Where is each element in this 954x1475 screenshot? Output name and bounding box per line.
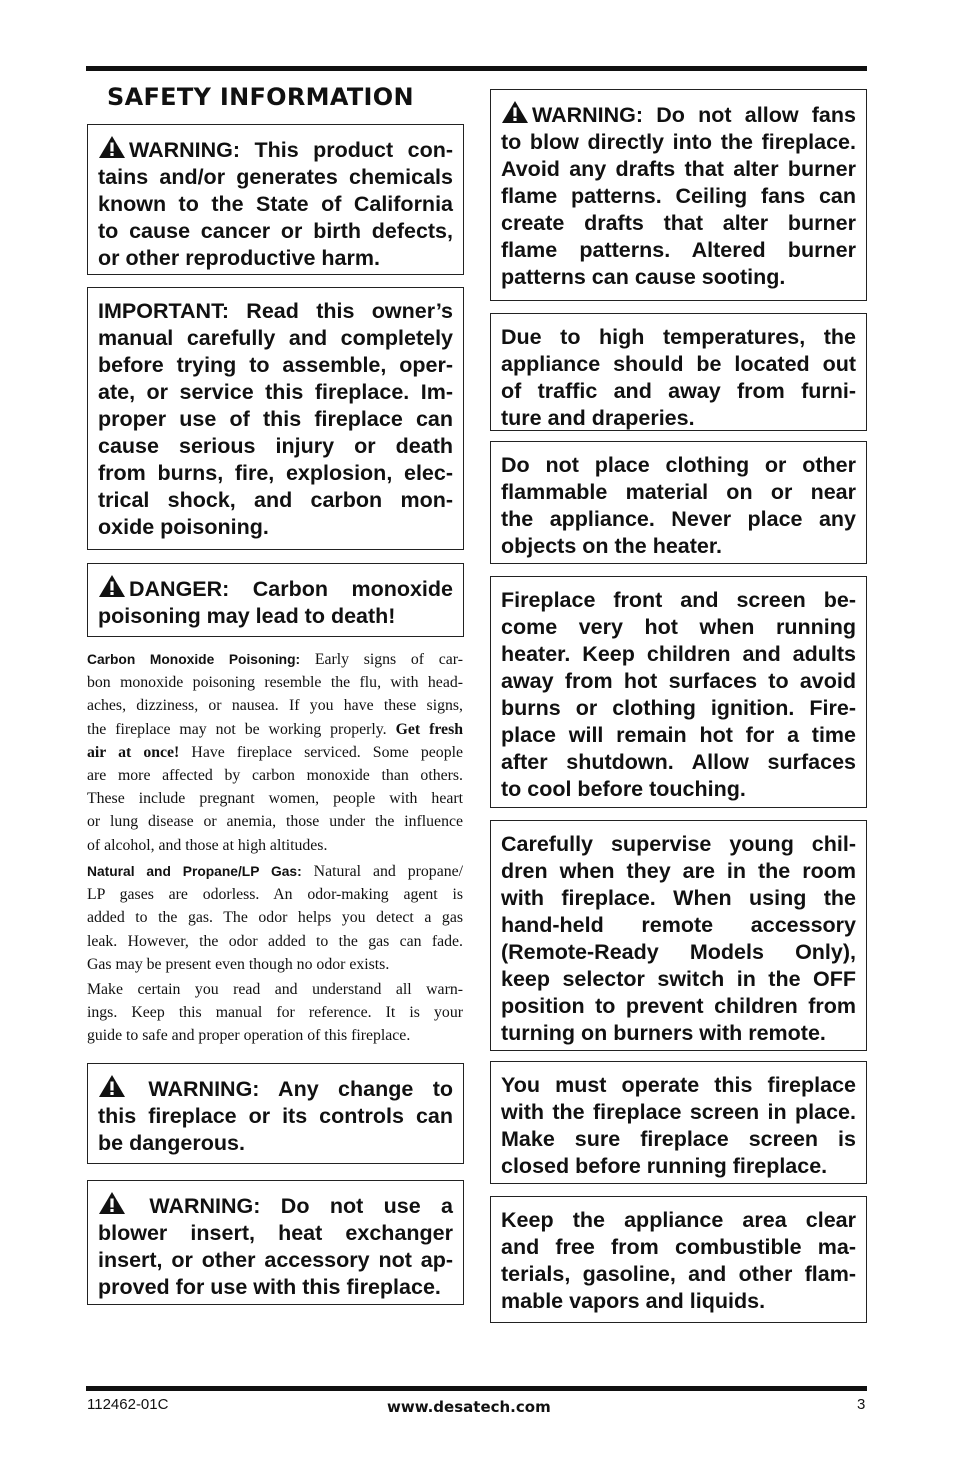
warning-triangle-icon	[98, 135, 126, 159]
important-text: before trying to assemble, oper-	[98, 353, 453, 377]
important-notice-box	[87, 287, 464, 550]
warning-text: flame patterns. Altered burner	[501, 238, 856, 262]
notice-text: (Remote-Ready Models Only),	[501, 940, 856, 964]
warning-triangle-icon	[98, 1074, 126, 1098]
paragraph-lead: Natural and Propane/LP Gas:	[87, 864, 302, 879]
paragraph-text: Make certain you read and understand all warn-	[87, 981, 463, 998]
notice-text: and free from combustible ma-	[501, 1235, 856, 1259]
paragraph-text: Have fireplace serviced. Some people	[191, 743, 463, 761]
paragraph-text: Gas may be present even though no odor exists.	[87, 955, 390, 973]
danger-text: poisoning may lead to death!	[98, 604, 396, 628]
notice-text: Fireplace front and screen be-	[501, 588, 856, 612]
paragraph-text: or lung disease or anemia, those under the influence	[87, 813, 463, 831]
page-number: 3	[857, 1396, 866, 1413]
notice-text: heater. Keep children and adults	[501, 642, 856, 666]
gas-paragraph	[87, 860, 463, 976]
notice-text: appliance should be located out	[501, 352, 856, 376]
notice-text: of traffic and away from furni-	[501, 379, 856, 403]
paragraph-text: ings. Keep this manual for reference. It is your	[87, 1004, 463, 1022]
paragraph-bold-text: air at once!	[87, 743, 180, 761]
website-link[interactable]: www.desatech.com	[387, 1398, 551, 1416]
warning-text: blower insert, heat exchanger	[98, 1221, 453, 1245]
important-text: proper use of this fireplace can	[98, 407, 453, 431]
co-danger-box	[87, 563, 464, 637]
danger-text: DANGER: Carbon monoxide	[129, 577, 453, 601]
important-text: oxide poisoning.	[98, 515, 269, 539]
fans-warning-box	[490, 89, 867, 301]
warning-text: tains and/or generates chemicals	[98, 165, 453, 189]
notice-text: Due to high temperatures, the	[501, 325, 856, 349]
warning-triangle-icon	[98, 574, 126, 598]
warning-text: WARNING: This product con-	[129, 138, 453, 162]
notice-text: Make sure fireplace screen is	[501, 1127, 856, 1151]
notice-text: with the fireplace screen in place.	[501, 1100, 856, 1124]
warning-text: flame patterns. Ceiling fans can	[501, 184, 856, 208]
paragraph-text: guide to safe and proper operation of this fireplace.	[87, 1027, 411, 1045]
paragraph-text: are more affected by carbon monoxide than others.	[87, 767, 463, 785]
notice-text: Do not place clothing or other	[501, 453, 856, 477]
paragraph-bold-text: Get fresh	[395, 720, 463, 738]
screen-in-place-box	[490, 1061, 867, 1184]
notice-text: objects on the heater.	[501, 534, 723, 558]
warning-triangle-icon	[98, 1191, 126, 1215]
notice-text: ture and draperies.	[501, 406, 695, 430]
warning-triangle-icon	[501, 100, 529, 124]
important-text: cause serious injury or death	[98, 434, 453, 458]
read-manual-paragraph	[87, 978, 463, 1048]
warning-text: to cause cancer or birth defects,	[98, 219, 453, 243]
warning-text: WARNING: Do not allow fans	[532, 103, 856, 127]
notice-text: You must operate this fireplace	[501, 1073, 856, 1097]
notice-text: turning on burners with remote.	[501, 1021, 826, 1045]
warning-text: create drafts that alter burner	[501, 211, 856, 235]
warning-text: proved for use with this fireplace.	[98, 1275, 441, 1299]
warning-text: Avoid any drafts that alter burner	[501, 157, 856, 181]
notice-text: place will remain hot for a time	[501, 723, 856, 747]
paragraph-lead: Carbon Monoxide Poisoning:	[87, 652, 301, 667]
warning-text: or other reproductive harm.	[98, 246, 380, 270]
warning-text: known to the State of California	[98, 192, 453, 216]
co-paragraph	[87, 648, 463, 857]
clear-area-box	[490, 1196, 867, 1323]
notice-text: away from hot surfaces to avoid	[501, 669, 856, 693]
notice-text: with fireplace. When using the	[501, 886, 856, 910]
warning-text: be dangerous.	[98, 1131, 245, 1155]
notice-text: flammable material on or near	[501, 480, 856, 504]
notice-text: position to prevent children from	[501, 994, 856, 1018]
important-text: from burns, fire, explosion, elec-	[98, 461, 453, 485]
warning-text: patterns can cause sooting.	[501, 265, 786, 289]
important-text: ate, or service this fireplace. Im-	[98, 380, 453, 404]
warning-text: WARNING: Any change to	[148, 1077, 453, 1101]
notice-text: come very hot when running	[501, 615, 856, 639]
paragraph-text: aches, dizziness, or nausea. If you have these signs,	[87, 697, 463, 715]
top-rule	[86, 66, 867, 71]
supervise-children-box	[490, 820, 867, 1051]
paragraph-text: bon monoxide poisoning resemble the flu, with head-	[87, 674, 463, 692]
notice-text: mable vapors and liquids.	[501, 1289, 766, 1313]
paragraph-text: These include pregnant women, people with heart	[87, 790, 463, 808]
paragraph-text: Early signs of car-	[314, 651, 463, 668]
paragraph-text: LP gases are odorless. An odor-making agent is	[87, 886, 463, 904]
notice-text: the appliance. Never place any	[501, 507, 856, 531]
high-temperature-box	[490, 313, 867, 431]
paragraph-text: of alcohol, and those at high altitudes.	[87, 836, 328, 854]
notice-text: terials, gasoline, and other flam-	[501, 1262, 856, 1286]
section-heading: SAFETY INFORMATION	[107, 83, 414, 111]
notice-text: burns or clothing ignition. Fire-	[501, 696, 856, 720]
notice-text: hand-held remote accessory	[501, 913, 856, 937]
clothing-box	[490, 441, 867, 564]
warning-text: to blow directly into the fireplace.	[501, 130, 856, 154]
hot-surfaces-box	[490, 576, 867, 808]
paragraph-text: the fireplace may not be working properly.	[87, 720, 387, 738]
notice-text: Carefully supervise young chil-	[501, 832, 856, 856]
change-warning-box	[87, 1063, 464, 1164]
warning-text: WARNING: Do not use a	[149, 1194, 453, 1218]
notice-text: closed before running fireplace.	[501, 1154, 828, 1178]
important-text: IMPORTANT: Read this owner’s	[98, 299, 453, 323]
warning-text: this fireplace or its controls can	[98, 1104, 453, 1128]
notice-text: dren when they are in the room	[501, 859, 856, 883]
paragraph-text: Natural and propane/	[313, 863, 464, 880]
notice-text: after shutdown. Allow surfaces	[501, 750, 856, 774]
bottom-rule	[86, 1386, 867, 1391]
notice-text: Keep the appliance area clear	[501, 1208, 856, 1232]
paragraph-text: added to the gas. The odor helps you detect a gas	[87, 909, 463, 927]
notice-text: to cool before touching.	[501, 777, 746, 801]
paragraph-text: leak. However, the odor added to the gas can fade.	[87, 932, 463, 950]
blower-warning-box	[87, 1180, 464, 1305]
document-number: 112462-01C	[87, 1396, 169, 1413]
warning-text: insert, or other accessory not ap-	[98, 1248, 453, 1272]
notice-text: keep selector switch in the OFF	[501, 967, 856, 991]
important-text: trical shock, and carbon mon-	[98, 488, 453, 512]
california-warning-box	[87, 124, 464, 275]
important-text: manual carefully and completely	[98, 326, 453, 350]
